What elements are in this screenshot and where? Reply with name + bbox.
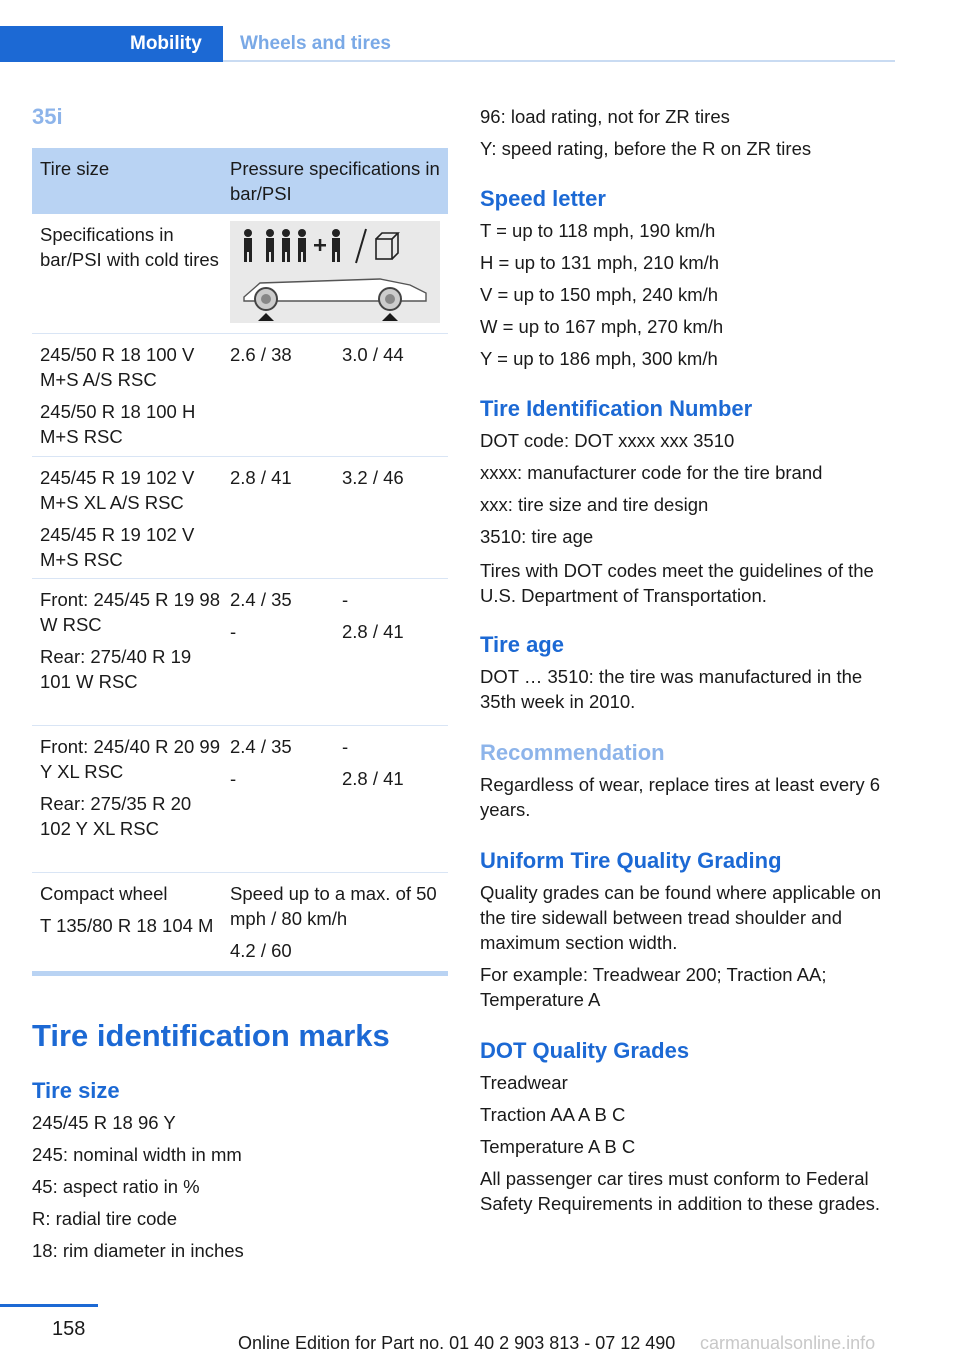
list-item: Treadwear bbox=[480, 1072, 568, 1093]
chapter-tab[interactable]: Wheels and tires bbox=[240, 33, 391, 54]
header-pressure: Pressure specifications in bar/PSI bbox=[230, 158, 440, 204]
utqg-heading: Uniform Tire Quality Grading bbox=[480, 848, 782, 873]
tire-size: Front: 245/45 R 19 98 W RSC bbox=[40, 589, 220, 635]
pressure-value: - bbox=[230, 768, 237, 789]
compact-label: Compact wheel bbox=[40, 883, 168, 904]
list-item: DOT code: DOT xxxx xxx 3510 bbox=[480, 430, 735, 451]
tire-age-paragraph: DOT … 3510: the tire was manufactured in the 35th week in 2010. bbox=[480, 666, 863, 712]
list-item: 245/45 R 18 96 Y bbox=[32, 1112, 176, 1133]
pressure-value: 2.8 / 41 bbox=[342, 621, 404, 642]
footer-rule bbox=[0, 1304, 98, 1307]
pressure-cold: 2.8 / 41 bbox=[230, 467, 292, 488]
tire-size-cell bbox=[40, 465, 220, 572]
tin-list bbox=[480, 428, 822, 556]
tire-size: Rear: 275/35 R 20 102 Y XL RSC bbox=[40, 793, 192, 839]
table-bottom-rule bbox=[32, 971, 448, 976]
tire-size-heading: Tire size bbox=[32, 1078, 120, 1103]
list-item: T = up to 118 mph, 190 km/h bbox=[480, 220, 716, 241]
dot-grades-heading: DOT Quality Grades bbox=[480, 1038, 690, 1063]
load-speed-notes bbox=[480, 104, 811, 168]
pressure-loaded: 3.2 / 46 bbox=[342, 467, 404, 488]
page-number: 158 bbox=[52, 1318, 86, 1340]
table-row-compact bbox=[32, 873, 448, 971]
pressure-cold-cell bbox=[230, 734, 335, 791]
speed-letter-heading: Speed letter bbox=[480, 186, 606, 211]
list-item: 45: aspect ratio in % bbox=[32, 1176, 200, 1197]
tire-size: 245/50 R 18 100 V M+S A/S RSC bbox=[40, 344, 195, 390]
load-diagram-icon bbox=[230, 221, 440, 323]
list-item: 245: nominal width in mm bbox=[32, 1144, 242, 1165]
pressure-value: - bbox=[342, 589, 349, 610]
spec-label: Specifications in bar/PSI with cold tires bbox=[40, 224, 219, 270]
pressure-loaded: 3.0 / 44 bbox=[342, 344, 404, 365]
tire-size-cell bbox=[40, 587, 220, 694]
tire-size: 245/45 R 19 102 V M+S RSC bbox=[40, 524, 195, 570]
section-tab[interactable]: Mobility bbox=[0, 26, 223, 62]
tire-size: Rear: 275/40 R 19 101 W RSC bbox=[40, 646, 192, 692]
tire-size: 245/50 R 18 100 H M+S RSC bbox=[40, 401, 196, 447]
list-item: H = up to 131 mph, 210 km/h bbox=[480, 252, 720, 273]
pressure-value: - bbox=[230, 621, 237, 642]
pressure-value: - bbox=[342, 736, 349, 757]
subsection-title: 35i bbox=[32, 104, 63, 129]
compact-pressure: 4.2 / 60 bbox=[230, 940, 292, 961]
table-row bbox=[32, 334, 448, 457]
pressure-value: 2.8 / 41 bbox=[342, 768, 404, 789]
table-row-spec bbox=[32, 214, 448, 334]
list-item: V = up to 150 mph, 240 km/h bbox=[480, 284, 719, 305]
compact-speed: Speed up to a max. of 50 mph / 80 km/h bbox=[230, 883, 437, 929]
compact-spec-cell bbox=[230, 881, 444, 963]
list-item: Temperature A B C bbox=[480, 1136, 636, 1157]
compact-size: T 135/80 R 18 104 M bbox=[40, 915, 214, 936]
list-item: Y: speed rating, before the R on ZR tires bbox=[480, 138, 812, 159]
pressure-loaded-cell bbox=[342, 587, 447, 644]
speed-letter-list bbox=[480, 218, 723, 378]
pressure-value: 2.4 / 35 bbox=[230, 736, 292, 757]
section-title: Tire identification marks bbox=[32, 1018, 390, 1053]
tire-size: 245/45 R 19 102 V M+S XL A/S RSC bbox=[40, 467, 195, 513]
list-item: xxxx: manufacturer code for the tire brand bbox=[480, 462, 823, 483]
list-item: 96: load rating, not for ZR tires bbox=[480, 106, 730, 127]
list-item: 18: rim diameter in inches bbox=[32, 1240, 244, 1261]
page-header bbox=[0, 26, 895, 62]
watermark: carmanualsonline.info bbox=[700, 1333, 876, 1353]
pressure-value: 2.4 / 35 bbox=[230, 589, 292, 610]
tire-size: Front: 245/40 R 20 99 Y XL RSC bbox=[40, 736, 220, 782]
table-header bbox=[32, 148, 448, 214]
edition-text: Online Edition for Part no. 01 40 2 903 813 - 07 12 490 bbox=[238, 1333, 676, 1353]
table-row bbox=[32, 726, 448, 873]
pressure-table bbox=[32, 148, 448, 976]
list-item: W = up to 167 mph, 270 km/h bbox=[480, 316, 724, 337]
tire-size-cell bbox=[40, 734, 220, 841]
utqg-paragraph-2: For example: Treadwear 200; Traction AA; Temperature A bbox=[480, 964, 827, 1010]
pressure-loaded-cell bbox=[342, 734, 447, 791]
utqg-paragraph-1: Quality grades can be found where applicable on the tire sidewall between tread shoulder and maximum section width. bbox=[480, 882, 882, 953]
tire-size-list bbox=[32, 1110, 244, 1270]
dot-grades-list bbox=[480, 1070, 635, 1166]
table-row bbox=[32, 457, 448, 579]
list-item: Traction AA A B C bbox=[480, 1104, 626, 1125]
list-item: xxx: tire size and tire design bbox=[480, 494, 709, 515]
header-tire-size: Tire size bbox=[40, 158, 110, 179]
list-item: R: radial tire code bbox=[32, 1208, 177, 1229]
tire-age-heading: Tire age bbox=[480, 632, 564, 657]
header-rule bbox=[223, 60, 895, 62]
list-item: Y = up to 186 mph, 300 km/h bbox=[480, 348, 718, 369]
dot-grades-paragraph: All passenger car tires must conform to Federal Safety Requirements in addition to these grades. bbox=[480, 1168, 881, 1214]
tire-size-cell bbox=[40, 342, 220, 449]
compact-cell bbox=[40, 881, 220, 938]
tin-heading: Tire Identification Number bbox=[480, 396, 753, 421]
list-item: 3510: tire age bbox=[480, 526, 594, 547]
recommendation-paragraph: Regardless of wear, replace tires at least every 6 years. bbox=[480, 774, 880, 820]
tin-paragraph: Tires with DOT codes meet the guidelines of the U.S. Department of Transportation. bbox=[480, 560, 874, 606]
recommendation-heading: Recommendation bbox=[480, 740, 665, 765]
pressure-cold-cell bbox=[230, 587, 335, 644]
table-row bbox=[32, 579, 448, 726]
pressure-cold: 2.6 / 38 bbox=[230, 344, 292, 365]
